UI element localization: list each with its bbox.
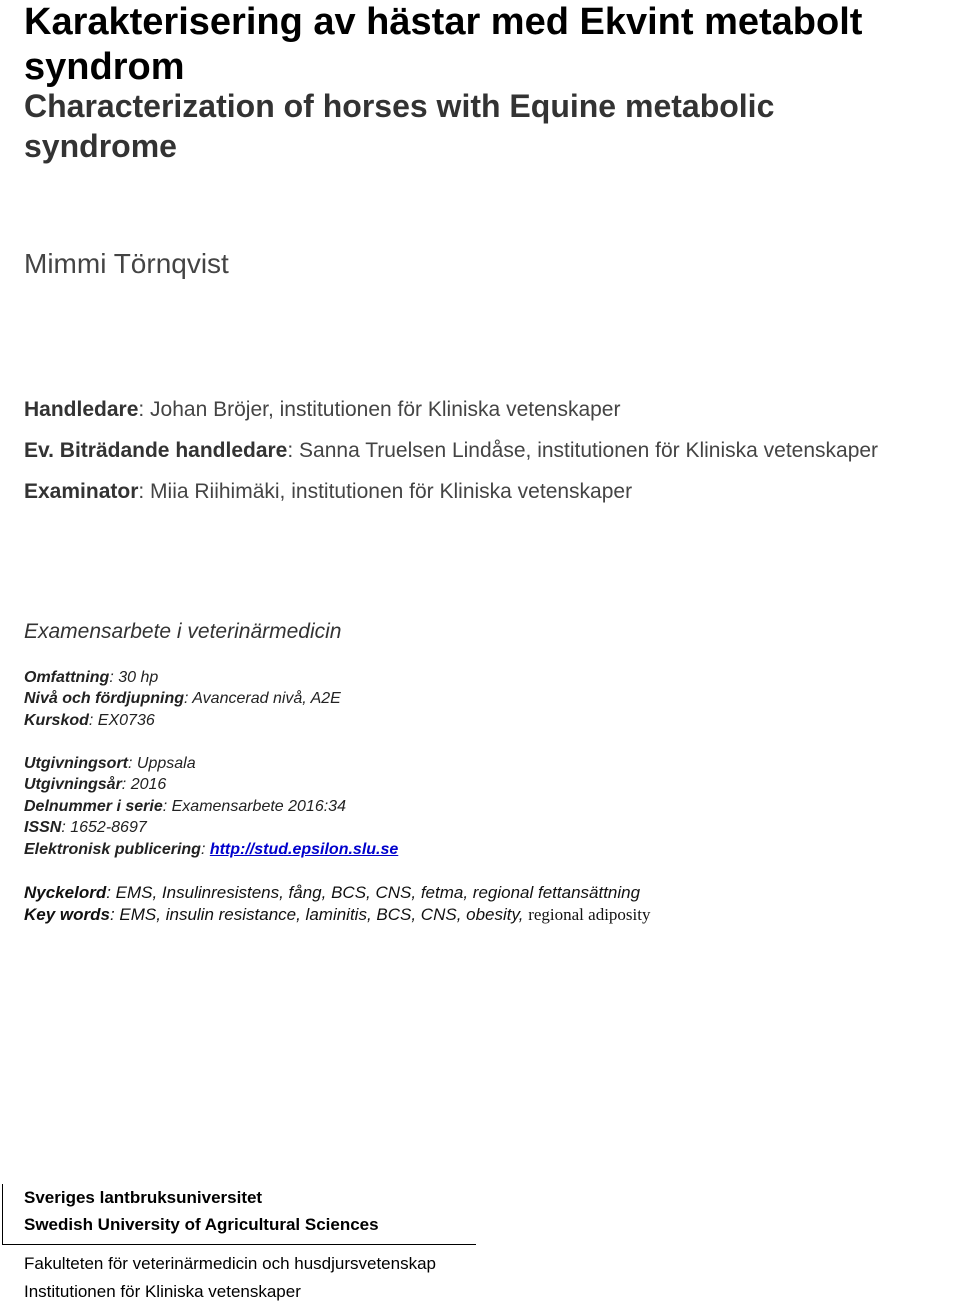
keywords-tail: regional adiposity	[528, 905, 651, 924]
meta-separator: :	[200, 841, 210, 858]
meta-label: Kurskod	[24, 712, 89, 729]
assistant-supervisor-value: : Sanna Truelsen Lindåse, institutionen för Kliniska vetenskaper	[287, 439, 879, 462]
meta-label: ISSN	[24, 819, 62, 836]
publication-link[interactable]: http://stud.epsilon.slu.se	[209, 841, 399, 858]
author-name: Mimmi Törnqvist	[24, 248, 229, 279]
meta-course-code	[24, 712, 155, 730]
keywords-label: Key words	[24, 905, 110, 924]
meta-value: : 1652-8697	[61, 819, 147, 836]
meta-label: Utgivningsort	[24, 755, 128, 772]
meta-value: : EX0736	[88, 712, 155, 729]
thesis-title-english: Characterization of horses with Equine metabolic syndrome	[24, 88, 775, 164]
keywords-english	[24, 905, 650, 925]
examiner-line	[24, 480, 632, 504]
meta-label: Omfattning	[24, 669, 110, 686]
supervisor-value: : Johan Bröjer, institutionen för Kliniska vetenskaper	[138, 398, 621, 421]
university-name-swedish: Sveriges lantbruksuniversitet	[24, 1188, 263, 1207]
assistant-supervisor-line	[24, 439, 878, 463]
keywords-swedish	[24, 883, 640, 903]
meta-issn	[24, 819, 147, 837]
meta-publication	[24, 841, 398, 859]
meta-level	[24, 690, 341, 708]
supervisor-line	[24, 398, 620, 422]
meta-value: : 2016	[121, 776, 167, 793]
keywords-label: Nyckelord	[24, 883, 107, 902]
footer-horizontal-rule	[2, 1244, 476, 1245]
supervisor-label: Handledare	[24, 398, 139, 421]
meta-value: : 30 hp	[109, 669, 159, 686]
meta-value: : Uppsala	[128, 755, 196, 772]
meta-value: : Avancerad nivå, A2E	[184, 690, 341, 707]
meta-label: Delnummer i serie	[24, 798, 163, 815]
meta-value: : Examensarbete 2016:34	[162, 798, 346, 815]
keywords-value: : EMS, insulin resistance, laminitis, BCS, CNS, obesity,	[109, 905, 529, 924]
assistant-supervisor-label: Ev. Biträdande handledare	[24, 439, 288, 462]
meta-series	[24, 798, 346, 816]
meta-label: Nivå och fördjupning	[24, 690, 184, 707]
meta-label: Elektronisk publicering	[24, 841, 201, 858]
meta-scope	[24, 669, 158, 687]
exam-type: Examensarbete i veterinärmedicin	[24, 620, 342, 643]
examiner-value: : Miia Riihimäki, institutionen för Kliniska vetenskaper	[138, 480, 633, 503]
meta-year	[24, 776, 166, 794]
faculty-name: Fakulteten för veterinärmedicin och husdjursvetenskap	[24, 1254, 436, 1273]
department-name: Institutionen för Kliniska vetenskaper	[24, 1282, 301, 1301]
footer-vertical-rule	[2, 1184, 3, 1244]
thesis-title-swedish: Karakterisering av hästar med Ekvint metabolt syndrom	[24, 1, 863, 88]
keywords-value: : EMS, Insulinresistens, fång, BCS, CNS, fetma, regional fettansättning	[106, 883, 641, 902]
university-name-english: Swedish University of Agricultural Sciences	[24, 1215, 379, 1234]
meta-label: Utgivningsår	[24, 776, 122, 793]
examiner-label: Examinator	[24, 480, 139, 503]
meta-place	[24, 755, 196, 773]
